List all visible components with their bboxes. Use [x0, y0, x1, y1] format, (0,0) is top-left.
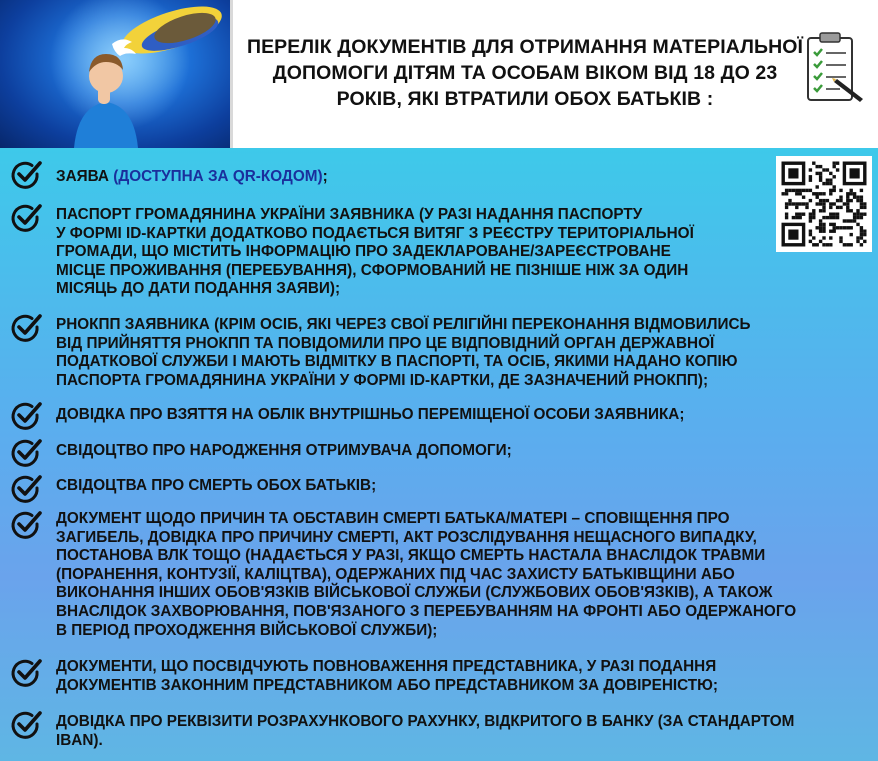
item-text: [56, 658, 868, 695]
item-line: ЗАЯВА: [56, 168, 114, 185]
item-line: ПАСПОРТ ГРОМАДЯНИНА УКРАЇНИ ЗАЯВНИКА (У РАЗІ НАДАННЯ ПАСПОРТУ: [56, 206, 643, 223]
item-text: [56, 168, 868, 187]
item-line: ПАСПОРТА ГРОМАДЯНИНА УКРАЇНИ У ФОРМІ ID-КАРТКИ, ДЕ ЗАЗНАЧЕНИЙ РНОКПП);: [56, 371, 709, 389]
checkmark-circle-icon: [10, 160, 44, 190]
item-line: ВИКОНАННЯ ІНШИХ ОБОВ'ЯЗКІВ ВІЙСЬКОВОЇ СЛУЖБИ (СЛУЖБОВИХ ОБОВ'ЯЗКІВ), А ТАКОЖ: [56, 584, 773, 602]
checkmark-circle-icon: [10, 474, 44, 504]
item-line: МІСЯЦЬ ДО ДАТИ ПОДАННЯ ЗАЯВИ);: [56, 280, 341, 298]
item-line: ДОВІДКА ПРО РЕКВІЗИТИ РОЗРАХУНКОВОГО РАХУНКУ, ВІДКРИТОГО В БАНКУ (ЗА СТАНДАРТОМ: [56, 713, 795, 730]
item-line: МІСЦЕ ПРОЖИВАННЯ (ПЕРЕБУВАННЯ), СФОРМОВАНИЙ НЕ ПІЗНІШЕ НІЖ ЗА ОДИН: [56, 261, 689, 279]
item-line: ДОКУМЕНТІВ ЗАКОННИМ ПРЕДСТАВНИКОМ АБО ПРЕДСТАВНИКОМ ЗА ДОВІРЕНІСТЮ;: [56, 676, 719, 694]
qr-availability-note: (ДОСТУПНА ЗА QR-КОДОМ): [113, 168, 323, 185]
header-divider: [230, 0, 233, 148]
item-line: (ПОРАНЕННЯ, КОНТУЗІЇ, КАЛІЦТВА), ОДЕРЖАНИХ ПІД ЧАС ЗАХИСТУ БАТЬКІВЩИНИ АБО: [56, 565, 735, 583]
child-praying-with-dove-image: [0, 0, 232, 148]
checkmark-circle-icon: [10, 438, 44, 468]
item-line: ПОСТАНОВА ВЛК ТОЩО (НАДАЄТЬСЯ У РАЗІ, ЯКЩО СМЕРТЬ НАСТАЛА ВНАСЛІДОК ТРАВМИ: [56, 547, 766, 565]
checkmark-circle-icon: [10, 510, 44, 540]
item-line: ГРОМАДИ, ЩО МІСТИТЬ ІНФОРМАЦІЮ ПРО ЗАДЕКЛАРОВАНЕ/ЗАРЕЄСТРОВАНЕ: [56, 243, 671, 261]
item-line: ДОВІДКА ПРО ВЗЯТТЯ НА ОБЛІК ВНУТРІШНЬО ПЕРЕМІЩЕНОЇ ОСОБИ ЗАЯВНИКА;: [56, 406, 685, 423]
checkmark-circle-icon: [10, 313, 44, 343]
page-title: [245, 34, 805, 112]
checkmark-circle-icon: [10, 710, 44, 740]
item-text: [56, 206, 868, 299]
item-line: РНОКПП ЗАЯВНИКА (КРІМ ОСІБ, ЯКІ ЧЕРЕЗ СВОЇ РЕЛІГІЙНІ ПЕРЕКОНАННЯ ВІДМОВИЛИСЬ: [56, 316, 751, 333]
item-line: ВНАСЛІДОК ЗАХВОРЮВАННЯ, ПОВ'ЯЗАНОГО З ПЕРЕБУВАННЯМ НА ФРОНТІ АБО ОДЕРЖАНОГО: [56, 602, 797, 620]
title-line: ПЕРЕЛІК ДОКУМЕНТІВ ДЛЯ ОТРИМАННЯ МАТЕРІАЛЬНОЇ: [246, 36, 804, 58]
checkmark-circle-icon: [10, 401, 44, 431]
item-text: [56, 316, 868, 390]
header: [0, 0, 878, 148]
item-text: [56, 510, 868, 640]
item-text: [56, 477, 868, 496]
item-line: ДОКУМЕНТ ЩОДО ПРИЧИН ТА ОБСТАВИН СМЕРТІ БАТЬКА/МАТЕРІ – СПОВІЩЕННЯ ПРО: [56, 510, 730, 527]
title-line: ДОПОМОГИ ДІТЯМ ТА ОСОБАМ ВІКОМ ВІД 18 ДО 23: [272, 62, 778, 84]
checkmark-circle-icon: [10, 203, 44, 233]
title-line: РОКІВ, ЯКІ ВТРАТИЛИ ОБОХ БАТЬКІВ :: [336, 88, 714, 110]
item-line: В ПЕРІОД ПРОХОДЖЕННЯ ВІЙСЬКОВОЇ СЛУЖБИ);: [56, 621, 438, 639]
item-text: [56, 406, 868, 425]
item-line: ВІД ПРИЙНЯТТЯ РНОКПП ТА ПОВІДОМИЛИ ПРО ЦЕ ВІДПОВІДНИЙ ОРГАН ДЕРЖАВНОЇ: [56, 334, 715, 352]
item-line-tail: ;: [322, 168, 328, 185]
clipboard-checklist-icon: [804, 30, 866, 106]
item-line: ДОКУМЕНТИ, ЩО ПОСВІДЧУЮТЬ ПОВНОВАЖЕННЯ ПРЕДСТАВНИКА, У РАЗІ ПОДАННЯ: [56, 658, 717, 675]
item-line: IBAN).: [56, 731, 103, 749]
item-line: СВІДОЦТВО ПРО НАРОДЖЕННЯ ОТРИМУВАЧА ДОПОМОГИ;: [56, 442, 512, 459]
checkmark-circle-icon: [10, 658, 44, 688]
item-line: У ФОРМІ ID-КАРТКИ ДОДАТКОВО ПОДАЄТЬСЯ ВИТЯГ З РЕЄСТРУ ТЕРИТОРІАЛЬНОЇ: [56, 224, 694, 242]
item-line: ПОДАТКОВОЇ СЛУЖБИ І МАЮТЬ ВІДМІТКУ В ПАСПОРТІ, ТА ОСІБ, ЯКИМИ НАДАНО КОПІЮ: [56, 353, 738, 371]
documents-list: [0, 148, 878, 761]
item-line: СВІДОЦТВА ПРО СМЕРТЬ ОБОХ БАТЬКІВ;: [56, 477, 377, 494]
item-text: [56, 442, 868, 461]
item-line: ЗАГИБЕЛЬ, ДОВІДКА ПРО ПРИЧИНУ СМЕРТІ, АКТ РОЗСЛІДУВАННЯ НЕЩАСНОГО ВИПАДКУ,: [56, 528, 757, 546]
item-text: [56, 713, 868, 750]
